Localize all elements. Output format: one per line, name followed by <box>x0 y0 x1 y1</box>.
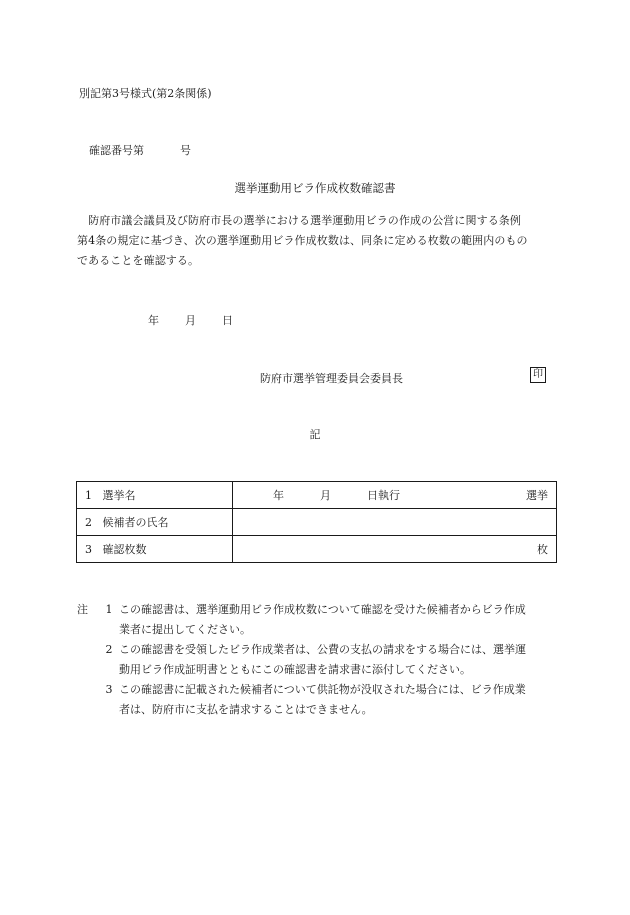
body-line: 第4条の規定に基づき、次の選挙運動用ビラ作成枚数は、同条に定める枚数の範囲内のもの <box>77 234 528 247</box>
date-year: 年 <box>148 314 159 327</box>
date-day: 日 <box>222 314 233 327</box>
form-reference: 別記第3号様式(第2条関係) <box>79 87 212 100</box>
body-line: であることを確認する。 <box>77 254 200 267</box>
row-label: 3 確認枚数 <box>77 536 233 563</box>
issuer-title: 防府市選挙管理委員会委員長 <box>260 372 403 385</box>
table-row <box>77 482 557 509</box>
note-item: 2 この確認書を受領したビラ作成業者は、公費の支払の請求をする場合には、選挙運 動用ビラ作成証明書とともにこの確認書を請求書に添付してください。 <box>105 643 526 676</box>
confirmation-number <box>89 142 191 158</box>
election-month: 月 <box>320 489 331 502</box>
body-paragraph <box>77 211 557 271</box>
issue-date <box>148 312 233 328</box>
seal-mark: 印 <box>530 367 546 383</box>
confirmed-count-field: 枚 <box>233 536 557 563</box>
table-row <box>77 536 557 563</box>
date-month: 月 <box>185 314 196 327</box>
document-title: 選挙運動用ビラ作成枚数確認書 <box>234 181 396 195</box>
election-suffix: 選挙 <box>526 489 548 502</box>
row-label: 2 候補者の氏名 <box>77 509 233 536</box>
note-item: 注 1 この確認書は、選挙運動用ビラ作成枚数について確認を受けた候補者からビラ作成 業者に提出してください。 <box>77 600 562 640</box>
table-row <box>77 509 557 536</box>
row-label: 1 選挙名 <box>77 482 233 509</box>
body-line: 防府市議会議員及び防府市長の選挙における選挙運動用ビラの作成の公営に関する条例 <box>77 214 521 227</box>
note-item: 3 この確認書に記載された候補者について供託物が没収された場合には、ビラ作成業 者は、防府市に支払を請求することはできません。 <box>105 683 526 716</box>
confirmation-number-suffix: 号 <box>180 144 191 157</box>
details-table <box>76 481 557 563</box>
notes-mark: 注 <box>77 603 88 616</box>
confirmation-number-prefix: 確認番号第 <box>89 144 144 157</box>
election-year: 年 <box>273 489 284 502</box>
ki-heading: 記 <box>309 428 321 441</box>
notes-section <box>77 600 562 720</box>
election-day-exec: 日執行 <box>367 489 400 502</box>
election-name-field <box>233 482 557 509</box>
candidate-name-field <box>233 509 557 536</box>
